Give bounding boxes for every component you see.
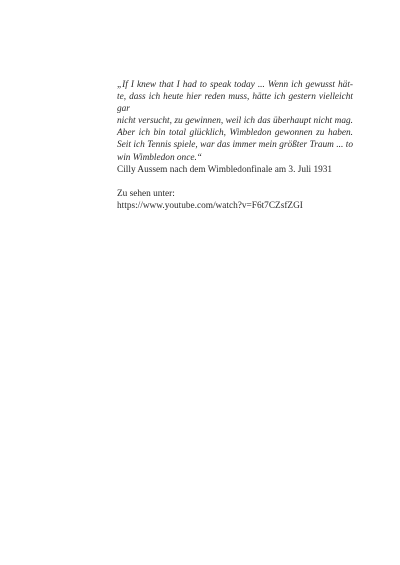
- quote-line: te, dass ich heute hier reden muss, hätte ich gestern vielleicht gar: [117, 92, 353, 115]
- quote-line: nicht versucht, zu gewinnen, weil ich das überhaupt nicht mag.: [117, 116, 353, 127]
- quote-line: Aber ich bin total glücklich, Wimbledon gewonnen zu haben.: [117, 128, 353, 139]
- quote-line: Seit ich Tennis spiele, war das immer mein größter Traum ... to: [117, 140, 353, 151]
- spacer: [117, 176, 353, 188]
- quote-attribution: Cilly Aussem nach dem Wimbledonfinale am 3. Juli 1931: [117, 164, 333, 175]
- quote-line: win Wimbledon once.“: [117, 152, 202, 163]
- quote-text: [117, 79, 353, 164]
- quote-section: [117, 79, 353, 212]
- source-url[interactable]: https://www.youtube.com/watch?v=F6t7CZsfZGI: [117, 200, 303, 211]
- quote-line: „If I knew that I had to speak today ... Wenn ich gewusst hät-: [117, 80, 353, 90]
- source-label: Zu sehen unter:: [117, 188, 175, 199]
